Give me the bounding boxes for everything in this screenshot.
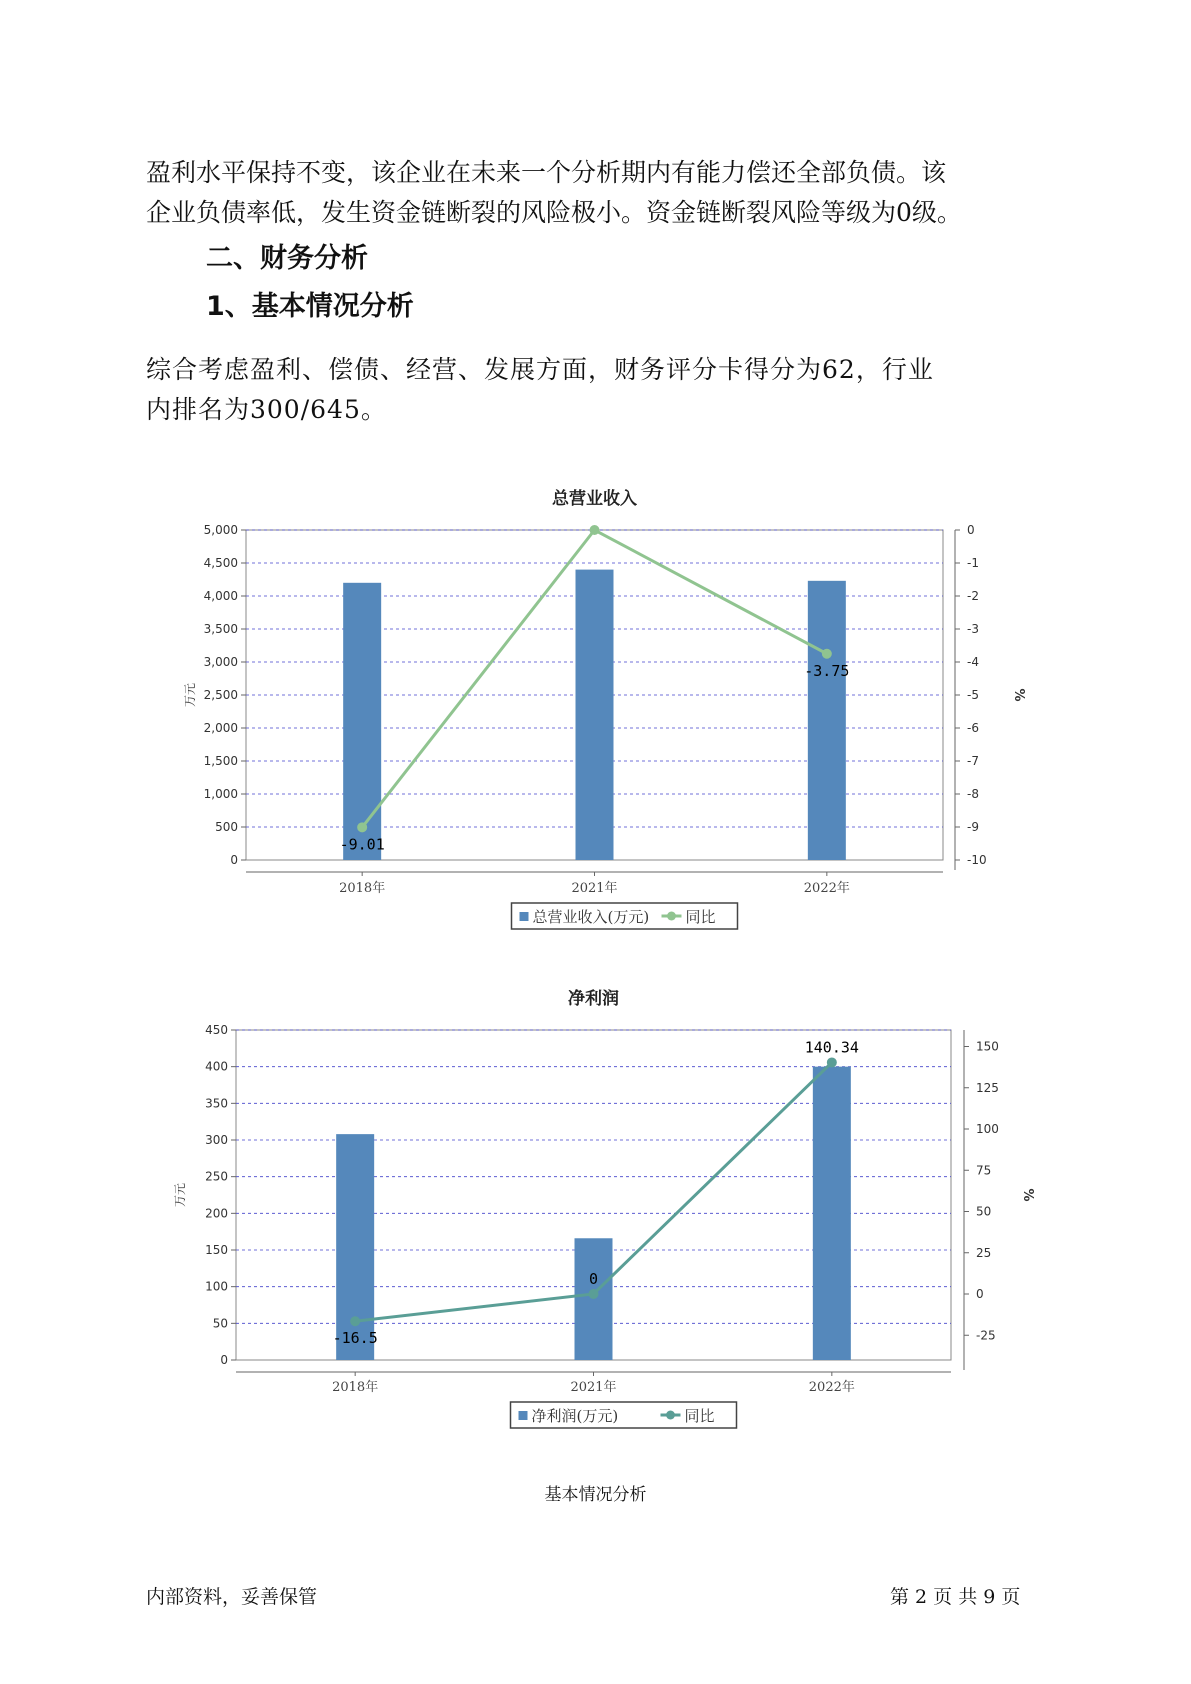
y2-tick-label: -25: [976, 1328, 996, 1343]
y-tick-label: 50: [212, 1316, 228, 1331]
y-tick-label: 450: [205, 1023, 228, 1037]
legend-bar-label: 净利润(万元): [531, 1407, 619, 1425]
y-tick-label: 3,500: [203, 622, 238, 636]
chart-title: 总营业收入: [552, 489, 637, 509]
y2-tick-label: 125: [976, 1080, 999, 1095]
data-label: -3.75: [804, 661, 850, 680]
x-tick-label: 2022年: [803, 881, 850, 896]
y2-axis-label: %: [1020, 1188, 1035, 1202]
line-point: [827, 1057, 837, 1067]
legend-line-marker: [666, 1411, 675, 1420]
line-point: [589, 1289, 599, 1299]
legend-bar-label: 总营业收入(万元): [532, 908, 650, 926]
paragraph-line: 综合考虑盈利、偿债、经营、发展方面，财务评分卡得分为62，行业: [146, 355, 934, 384]
y-tick-label: 1,000: [203, 787, 238, 801]
y-tick-label: 500: [215, 820, 238, 834]
x-tick-label: 2018年: [332, 1380, 379, 1395]
y-tick-label: 2,500: [203, 688, 238, 702]
footer-page-number: 第 2 页 共 9 页: [890, 1586, 1021, 1608]
y-tick-label: 400: [205, 1059, 228, 1074]
bar: [813, 1067, 851, 1360]
x-tick-label: 2018年: [339, 881, 386, 896]
legend-line-label: 同比: [685, 908, 716, 926]
y2-tick-label: 50: [976, 1204, 992, 1219]
y-tick-label: 200: [205, 1206, 228, 1221]
y2-tick-label: 0: [967, 523, 975, 537]
y-tick-label: 0: [230, 853, 238, 867]
y-tick-label: 4,000: [203, 589, 238, 603]
y2-tick-label: -1: [967, 556, 979, 570]
chart-title: 净利润: [568, 989, 619, 1009]
figure-caption: 基本情况分析: [544, 1485, 647, 1505]
y2-tick-label: 75: [976, 1163, 992, 1178]
x-tick-label: 2021年: [570, 1380, 617, 1395]
y2-axis-label: %: [1011, 688, 1026, 702]
y-tick-label: 2,000: [203, 721, 238, 735]
data-label: -16.5: [332, 1329, 378, 1348]
y2-tick-label: 100: [976, 1122, 999, 1136]
paragraph-line: 企业负债率低，发生资金链断裂的风险极小。资金链断裂风险等级为0级。: [146, 198, 962, 227]
y-tick-label: 3,000: [203, 655, 238, 669]
y-tick-label: 250: [205, 1169, 228, 1184]
line-point: [350, 1316, 360, 1326]
data-label: 0: [588, 1270, 599, 1288]
y2-tick-label: -7: [967, 754, 979, 768]
y2-tick-label: 150: [976, 1039, 999, 1054]
x-tick-label: 2022年: [808, 1380, 855, 1395]
paragraph-line: 内排名为300/645。: [146, 395, 387, 424]
data-label: -9.01: [339, 835, 385, 854]
subsection-heading: 1、基本情况分析: [206, 291, 414, 322]
y2-tick-label: -8: [967, 787, 979, 801]
y-tick-label: 1,500: [203, 754, 238, 768]
y-axis-label: 万元: [173, 1182, 187, 1208]
y2-tick-label: -10: [967, 853, 987, 867]
y-tick-label: 5,000: [203, 523, 238, 537]
y-tick-label: 100: [205, 1279, 228, 1294]
y2-tick-label: -6: [967, 721, 979, 735]
y-tick-label: 150: [205, 1243, 228, 1257]
x-tick-label: 2021年: [571, 881, 618, 896]
y-tick-label: 0: [220, 1353, 228, 1367]
legend-bar-swatch: [519, 1411, 528, 1420]
data-label: 140.34: [804, 1038, 859, 1057]
y2-tick-label: 0: [976, 1287, 984, 1301]
section-heading: 二、财务分析: [206, 243, 368, 274]
y2-tick-label: -9: [967, 820, 979, 834]
y-axis-label: 万元: [183, 682, 197, 708]
y2-tick-label: -4: [967, 655, 979, 669]
y-tick-label: 4,500: [203, 556, 238, 570]
y-tick-label: 300: [205, 1133, 228, 1147]
paragraph-line: 盈利水平保持不变，该企业在未来一个分析期内有能力偿还全部负债。该: [146, 158, 947, 187]
bar: [575, 1238, 613, 1360]
y2-tick-label: -3: [967, 622, 979, 636]
y2-tick-label: -2: [967, 589, 979, 603]
footer-confidential: 内部资料，妥善保管: [146, 1586, 318, 1608]
y2-tick-label: -5: [967, 688, 979, 702]
y2-tick-label: 25: [976, 1245, 992, 1260]
legend-line-label: 同比: [684, 1407, 715, 1425]
y-tick-label: 350: [205, 1096, 228, 1111]
